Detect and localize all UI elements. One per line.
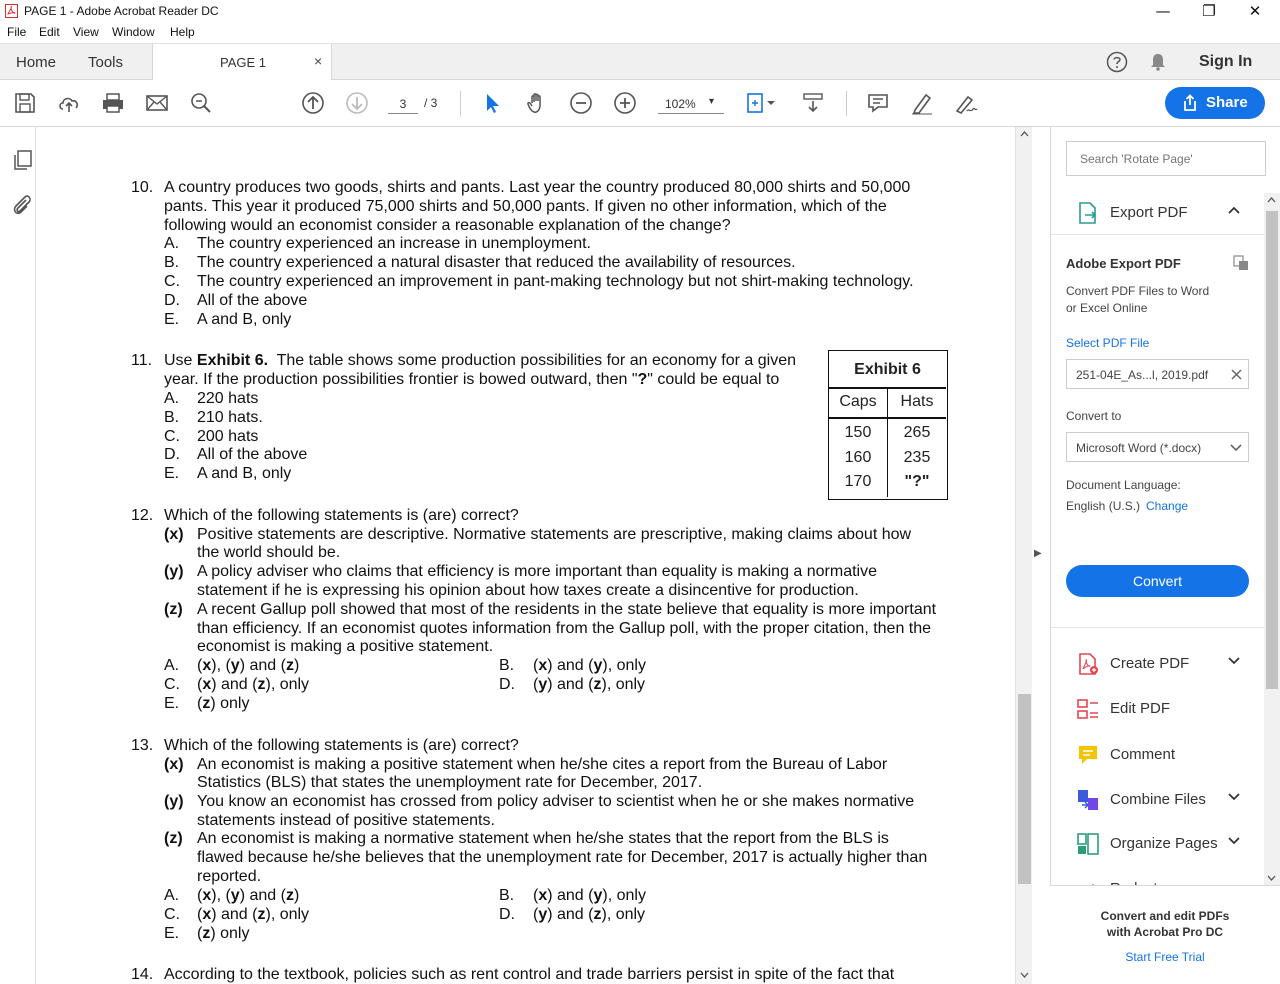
adobe-export-title: Adobe Export PDF	[1066, 256, 1181, 271]
attachment-paperclip-icon[interactable]	[11, 193, 33, 217]
statement-text: A recent Gallup poll showed that most of the residents in the state believe that equality is more important	[197, 601, 937, 618]
table-cell: "?"	[904, 473, 930, 490]
question-number: 11.	[131, 352, 153, 369]
acrobat-app-icon	[5, 4, 18, 18]
export-pdf-icon	[1076, 201, 1100, 225]
organize-pages-icon	[1076, 832, 1100, 856]
option-letter: E.	[164, 465, 180, 482]
scrollbar-thumb[interactable]	[1018, 694, 1031, 884]
option-letter: C.	[164, 428, 180, 445]
option-text: The country experienced an improvement in pant-making technology but not shirt-making technology.	[197, 273, 914, 290]
statement-text: economist is making a positive statement.	[197, 638, 494, 655]
email-icon[interactable]	[145, 91, 169, 115]
option-letter: D.	[499, 676, 515, 693]
option-text: (x), (y) and (z)	[197, 887, 300, 904]
option-letter: E.	[164, 925, 180, 942]
toolbar-divider	[846, 91, 847, 116]
minimize-button[interactable]: —	[1155, 2, 1171, 20]
question-number: 12.	[131, 507, 154, 524]
option-letter: D.	[164, 446, 180, 463]
hand-tool-icon[interactable]	[525, 91, 549, 115]
menu-window[interactable]: Window	[112, 25, 155, 39]
option-letter: B.	[164, 254, 180, 271]
comment-tool-icon	[1076, 743, 1100, 767]
zoom-value: 102%	[665, 97, 696, 111]
option-letter: C.	[164, 906, 180, 923]
option-text: (x), (y) and (z)	[197, 657, 300, 674]
option-text: All of the above	[197, 292, 308, 309]
organize-pages-tool[interactable]	[1051, 824, 1266, 864]
chevron-down-icon[interactable]	[1227, 834, 1241, 848]
upgrade-promo	[1050, 885, 1280, 984]
scroll-up-icon[interactable]	[1020, 131, 1029, 137]
chevron-up-icon[interactable]	[1227, 203, 1241, 217]
tab-document[interactable]	[152, 44, 332, 81]
chevron-down-icon: ▾	[709, 96, 715, 107]
option-text: (z) only	[197, 925, 250, 942]
promo-text: with Acrobat Pro DC	[1106, 925, 1224, 939]
sign-pen-icon[interactable]	[954, 91, 978, 115]
statement-text: than efficiency. If an economist quotes information from the Gallup poll, with the proper citation, then the	[197, 620, 932, 637]
help-icon[interactable]	[1106, 51, 1128, 73]
divider	[1051, 627, 1265, 628]
option-text: All of the above	[197, 446, 308, 463]
question-text: A country produces two goods, shirts and pants. Last year the country produced 80,000 shirts and 50,000	[164, 179, 911, 196]
option-text: (x) and (z), only	[197, 906, 310, 923]
export-description: or Excel Online	[1066, 301, 1148, 315]
combine-files-label: Combine Files	[1110, 791, 1206, 808]
page-thumbnails-icon[interactable]	[12, 149, 34, 171]
zoom-search-icon[interactable]	[189, 91, 213, 115]
table-header: Caps	[839, 393, 877, 410]
statement-text: reported.	[197, 868, 262, 885]
statement-tag: (y)	[164, 793, 184, 810]
table-cell: 235	[903, 449, 931, 466]
option-letter: A.	[164, 235, 180, 252]
question-text: Which of the following statements is (are) correct?	[164, 507, 519, 524]
statement-text: Positive statements are descriptive. Normative statements are prescriptive, making claims about how	[197, 526, 912, 543]
combine-files-icon	[1076, 788, 1100, 812]
statement-tag: (x)	[164, 756, 184, 773]
scroll-down-icon[interactable]	[1267, 875, 1276, 881]
tools-search-input[interactable]	[1066, 141, 1266, 176]
document-language-label: Document Language:	[1066, 478, 1181, 492]
convert-format-dropdown[interactable]	[1066, 432, 1249, 462]
export-description: Convert PDF Files to Word	[1066, 284, 1210, 298]
window-title: PAGE 1 - Adobe Acrobat Reader DC	[24, 4, 219, 18]
statement-tag: (z)	[164, 830, 183, 847]
fit-page-icon[interactable]	[745, 91, 779, 115]
share-button[interactable]	[1165, 87, 1265, 119]
comment-label: Comment	[1110, 746, 1176, 763]
exhibit-table	[828, 350, 948, 500]
promo-text: Convert and edit PDFs	[1100, 909, 1230, 923]
zoom-in-icon[interactable]	[613, 91, 637, 115]
table-cell: 160	[844, 449, 872, 466]
table-cell: 265	[903, 424, 931, 441]
edit-pdf-label: Edit PDF	[1110, 700, 1171, 717]
edit-pdf-tool[interactable]	[1051, 689, 1266, 729]
selected-file-field	[1066, 359, 1249, 389]
bell-icon[interactable]	[1148, 52, 1168, 72]
select-pdf-file-link[interactable]: Select PDF File	[1066, 336, 1150, 350]
share-icon	[1181, 94, 1199, 112]
previous-page-icon[interactable]	[301, 91, 325, 115]
page-total: / 3	[424, 96, 438, 110]
export-pdf-label: Export PDF	[1110, 204, 1188, 221]
option-text: (y) and (z), only	[533, 906, 646, 923]
table-header: Hats	[900, 393, 934, 410]
option-letter: D.	[499, 906, 515, 923]
option-text: The country experienced a natural disaster that reduced the availability of resources.	[197, 254, 796, 271]
create-pdf-label: Create PDF	[1110, 655, 1190, 672]
change-language-link[interactable]: Change	[1146, 499, 1189, 513]
menu-help[interactable]: Help	[170, 25, 195, 39]
select-cursor-icon[interactable]	[481, 91, 505, 115]
question-number: 14.	[131, 966, 154, 983]
question-text: Which of the following statements is (are) correct?	[164, 737, 519, 754]
tab-bar	[0, 43, 1280, 80]
tools-pane	[1050, 127, 1280, 984]
scroll-down-icon[interactable]	[1020, 972, 1029, 978]
title-bar	[0, 0, 1280, 22]
zoom-out-icon[interactable]	[569, 91, 593, 115]
option-text: (x) and (z), only	[197, 676, 310, 693]
option-text: (y) and (z), only	[533, 676, 646, 693]
question-number: 10.	[131, 179, 154, 196]
question-text: According to the textbook, policies such as rent control and trade barriers persist in spite of the fact that	[164, 966, 895, 983]
organize-pages-label: Organize Pages	[1110, 835, 1218, 852]
statement-text: the world should be.	[197, 544, 341, 561]
share-label: Share	[1206, 94, 1248, 111]
sign-in-link[interactable]: Sign In	[1199, 53, 1253, 70]
statement-text: You know an economist has crossed from policy adviser to scientist when he or she makes normative	[197, 793, 915, 810]
toolbar-divider	[460, 91, 461, 116]
convert-file-icon	[1232, 254, 1250, 272]
option-text: The country experienced an increase in unemployment.	[197, 235, 591, 252]
statement-text: An economist is making a positive statement when he/she cites a report from the Bureau of Labor	[197, 756, 888, 773]
divider	[1051, 234, 1265, 235]
main-toolbar	[0, 80, 1280, 127]
question-text: following would an economist consider a reasonable explanation of the change?	[164, 217, 731, 234]
option-letter: E.	[164, 311, 180, 328]
option-text: 220 hats	[197, 390, 259, 407]
question-text: pants. This year it produced 75,000 shirts and 50,000 pants. If given no other information, which of the	[164, 198, 887, 215]
question-text: year. If the production possibilities frontier is bowed outward, then "?" could be equal to	[164, 371, 780, 388]
selected-format: Microsoft Word (*.docx)	[1076, 441, 1202, 455]
combine-files-tool[interactable]	[1051, 780, 1266, 820]
document-language-value: English (U.S.)	[1066, 499, 1141, 513]
statement-text: A policy adviser who claims that efficiency is more important than equality is making a normative	[197, 563, 878, 580]
option-letter: A.	[164, 390, 180, 407]
option-letter: B.	[164, 409, 180, 426]
option-letter: B.	[499, 887, 515, 904]
statement-tag: (y)	[164, 563, 184, 580]
export-pdf-tool[interactable]	[1051, 193, 1266, 233]
chevron-down-icon[interactable]	[1227, 790, 1241, 804]
scrollbar-thumb[interactable]	[1266, 211, 1278, 689]
option-text: (x) and (y), only	[533, 657, 646, 674]
option-letter: C.	[164, 676, 180, 693]
restore-button[interactable]: ❐	[1202, 2, 1216, 20]
next-page-icon[interactable]	[345, 91, 369, 115]
statement-text: flawed because he/she believes that the unemployment rate for December, 2017 is actually higher than	[197, 849, 928, 866]
statement-text: statements instead of positive statements.	[197, 812, 495, 829]
option-letter: A.	[164, 657, 180, 674]
menu-edit[interactable]: Edit	[39, 25, 60, 39]
statement-text: Statistics (BLS) that states the unemployment rate for December, 2017.	[197, 774, 703, 791]
option-text: A and B, only	[197, 311, 292, 328]
option-letter: A.	[164, 887, 180, 904]
page-number-input[interactable]	[388, 94, 418, 114]
chevron-down-icon[interactable]	[1227, 654, 1241, 668]
print-icon[interactable]	[101, 91, 125, 115]
option-text: 210 hats.	[197, 409, 263, 426]
create-pdf-icon	[1076, 652, 1100, 676]
option-letter: C.	[164, 273, 180, 290]
highlight-pen-icon[interactable]	[910, 91, 934, 115]
redact-tool[interactable]	[1051, 869, 1266, 885]
upload-cloud-icon[interactable]	[57, 91, 81, 115]
menu-file[interactable]: File	[7, 25, 27, 39]
menu-bar	[0, 22, 1280, 43]
table-cell: 150	[844, 424, 872, 441]
create-pdf-tool[interactable]	[1051, 644, 1266, 684]
close-window-button[interactable]: ✕	[1248, 2, 1262, 20]
zoom-level-dropdown[interactable]	[658, 94, 724, 114]
question-number: 13.	[131, 737, 154, 754]
document-page	[36, 127, 1015, 984]
statement-tag: (x)	[164, 526, 184, 543]
menu-view[interactable]: View	[73, 25, 99, 39]
remove-file-icon[interactable]	[1230, 368, 1243, 381]
close-tab-icon[interactable]: ×	[314, 53, 323, 69]
selected-file-name: 251-04E_As...l, 2019.pdf	[1076, 368, 1209, 382]
convert-to-label: Convert to	[1066, 409, 1122, 423]
option-text: A and B, only	[197, 465, 292, 482]
question-text: Use Exhibit 6. The table shows some production possibilities for an economy for a given	[164, 352, 797, 369]
option-text: (z) only	[197, 695, 250, 712]
exhibit-title: Exhibit 6	[854, 361, 921, 378]
scroll-mode-icon[interactable]	[801, 91, 825, 115]
option-text: 200 hats	[197, 428, 259, 445]
statement-text: statement if he is expressing his opinion about how taxes create a disincentive for production.	[197, 582, 859, 599]
document-scrollbar[interactable]	[1015, 127, 1032, 984]
tools-pane-scrollbar[interactable]	[1264, 193, 1280, 885]
option-text: (x) and (y), only	[533, 887, 646, 904]
save-icon[interactable]	[13, 91, 37, 115]
table-cell: 170	[844, 473, 872, 490]
statement-text: An economist is making a normative statement when he/she states that the report from the BLS is	[197, 830, 889, 847]
option-letter: E.	[164, 695, 180, 712]
comment-tool[interactable]	[1051, 735, 1266, 775]
document-tab-label: PAGE 1	[220, 55, 267, 70]
start-free-trial-link[interactable]: Start Free Trial	[1125, 950, 1205, 964]
comment-icon[interactable]	[866, 91, 890, 115]
convert-button[interactable]: Convert	[1066, 565, 1249, 597]
option-letter: D.	[164, 292, 180, 309]
tab-home[interactable]: Home	[16, 54, 57, 71]
chevron-down-icon	[1230, 443, 1242, 453]
tab-tools[interactable]: Tools	[88, 54, 124, 71]
left-navigation-rail	[0, 127, 36, 984]
option-letter: B.	[499, 657, 515, 674]
collapse-right-panel-icon[interactable]: ▶	[1034, 548, 1042, 559]
scroll-up-icon[interactable]	[1267, 197, 1276, 203]
statement-tag: (z)	[164, 601, 183, 618]
edit-pdf-icon	[1076, 697, 1100, 721]
